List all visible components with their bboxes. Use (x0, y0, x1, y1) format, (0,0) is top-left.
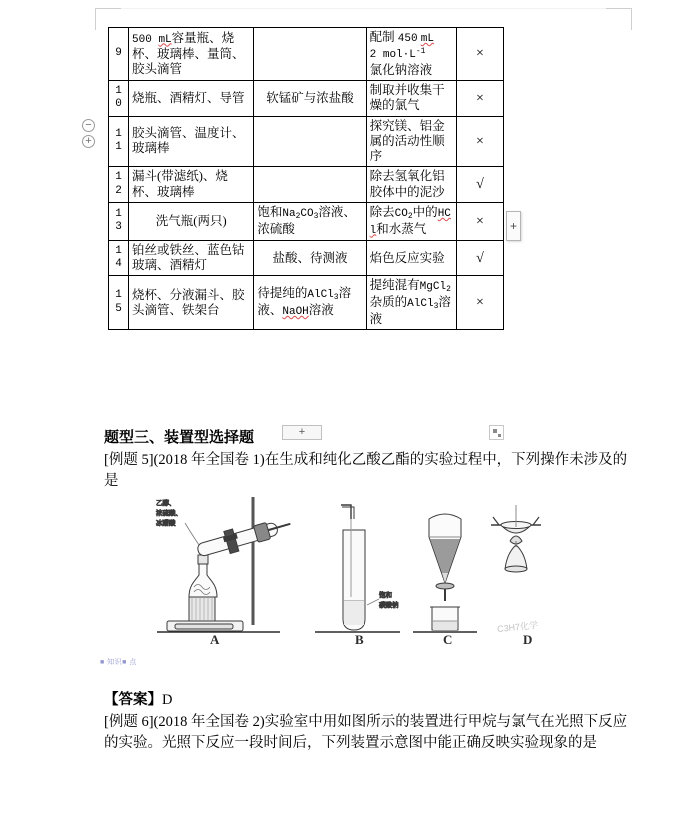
table-row[interactable] (109, 240, 504, 276)
cell-apparatus: 胶头滴管、温度计、玻璃棒 (129, 116, 254, 167)
cell-apparatus: 烧瓶、酒精灯、导管 (129, 81, 254, 117)
apparatus-figure (155, 497, 545, 652)
table-row[interactable] (109, 167, 504, 203)
cell-purpose: 制取并收集干燥的氯气 (366, 81, 456, 117)
cell-reagent: 软锰矿与浓盐酸 (254, 81, 366, 117)
cell-apparatus: 铂丝或铁丝、蓝色钴玻璃、酒精灯 (129, 240, 254, 276)
apparatus-c (413, 514, 477, 632)
example-6-text: [例题 6](2018 年全国卷 2)实验室中用如图所示的装置进行甲烷与氯气在光照下反应的实验。光照下反应一段时间后，下列装置示意图中能正确反映实验现象的是 (104, 714, 628, 751)
cell-row-no: 14 (109, 240, 129, 276)
cell-purpose: 焰色反应实验 (366, 240, 456, 276)
figure-letter-c: C (443, 632, 453, 647)
cell-mark: √ (456, 167, 503, 203)
cell-row-no: 15 (109, 276, 129, 330)
section-heading: 题型三、装置型选择题 (104, 430, 255, 446)
cell-reagent: 饱和$Na_2CO_3$溶液、浓硫酸 (254, 202, 366, 240)
apparatus-b (315, 505, 400, 632)
cell-apparatus: 漏斗(带滤纸)、烧杯、玻璃棒 (129, 167, 254, 203)
figure-blue-note: ■ 知识■ 点 (100, 659, 137, 666)
figure-caption-row (155, 632, 545, 648)
cell-apparatus: 500 mL容量瓶、烧杯、玻璃棒、量筒、胶头滴管 (129, 28, 254, 81)
outline-collapse-icon[interactable]: − (82, 119, 95, 132)
cell-reagent: 盐酸、待测液 (254, 240, 366, 276)
cell-purpose: 配制 450 mL 2 $mol\cdot L^{-1}$ 氯化钠溶液 (366, 28, 456, 81)
figure-letter-d: D (523, 632, 533, 647)
apparatus-b-label-line2: 碳酸钠 (379, 602, 399, 609)
cell-purpose: 除去氢氧化铝胶体中的泥沙 (366, 167, 456, 203)
figure-watermark: C3H7化学 (496, 619, 539, 635)
cell-reagent: 待提纯的AlCl$_3$溶液、NaOH溶液 (254, 276, 366, 330)
cell-purpose: 除去$CO_2$中的HCl和水蒸气 (366, 202, 456, 240)
cell-purpose: 探究镁、铝金属的活动性顺序 (366, 116, 456, 167)
cell-mark: × (456, 276, 503, 330)
cell-mark: × (456, 28, 503, 81)
apparatus-d (491, 505, 541, 572)
table-row[interactable] (109, 116, 504, 167)
cell-mark: × (456, 116, 503, 167)
table-row[interactable] (109, 276, 504, 330)
cell-reagent (254, 28, 366, 81)
insert-column-button[interactable]: + (506, 211, 521, 241)
apparatus-figure-svg (155, 497, 545, 652)
cell-purpose: 提纯混有MgCl$_2$杂质的AlCl$_3$溶液 (366, 276, 456, 330)
figure-letter-a: A (210, 632, 220, 647)
cell-mark: × (456, 202, 503, 240)
example-5-text: [例题 5](2018 年全国卷 1)在生成和纯化乙酸乙酯的实验过程中，下列操作未涉及的是 (104, 452, 628, 489)
experiment-table[interactable] (108, 27, 504, 330)
cell-row-no: 11 (109, 116, 129, 167)
cell-reagent (254, 116, 366, 167)
cell-mark: × (456, 81, 503, 117)
answer-5 (104, 690, 628, 711)
answer-label: 【答案】 (104, 692, 162, 708)
cell-mark: √ (456, 240, 503, 276)
cell-row-no: 13 (109, 202, 129, 240)
apparatus-a-label-line1: 乙醇、 (156, 500, 176, 507)
cell-apparatus: 烧杯、分液漏斗、胶头滴管、铁架台 (129, 276, 254, 330)
margin-guide-top-right (606, 8, 632, 30)
answer-value: D (162, 692, 173, 708)
apparatus-a-label-line2: 浓硫酸、 (156, 510, 182, 517)
page-header-rule (95, 8, 632, 9)
table-row[interactable] (109, 81, 504, 117)
figure-letter-b: B (355, 632, 364, 647)
cell-row-no: 10 (109, 81, 129, 117)
cell-reagent (254, 167, 366, 203)
apparatus-a (156, 497, 294, 632)
apparatus-a-label-line3: 冰醋酸 (156, 520, 176, 527)
insert-row-button[interactable]: + (282, 425, 322, 440)
cell-apparatus: 洗气瓶(两只) (129, 202, 254, 240)
outline-expand-icon[interactable]: + (82, 135, 95, 148)
table-row[interactable] (109, 202, 504, 240)
table-row[interactable] (109, 28, 504, 81)
apparatus-b-label-line1: 饱和 (379, 592, 392, 599)
cell-row-no: 12 (109, 167, 129, 203)
cell-row-no: 9 (109, 28, 129, 81)
